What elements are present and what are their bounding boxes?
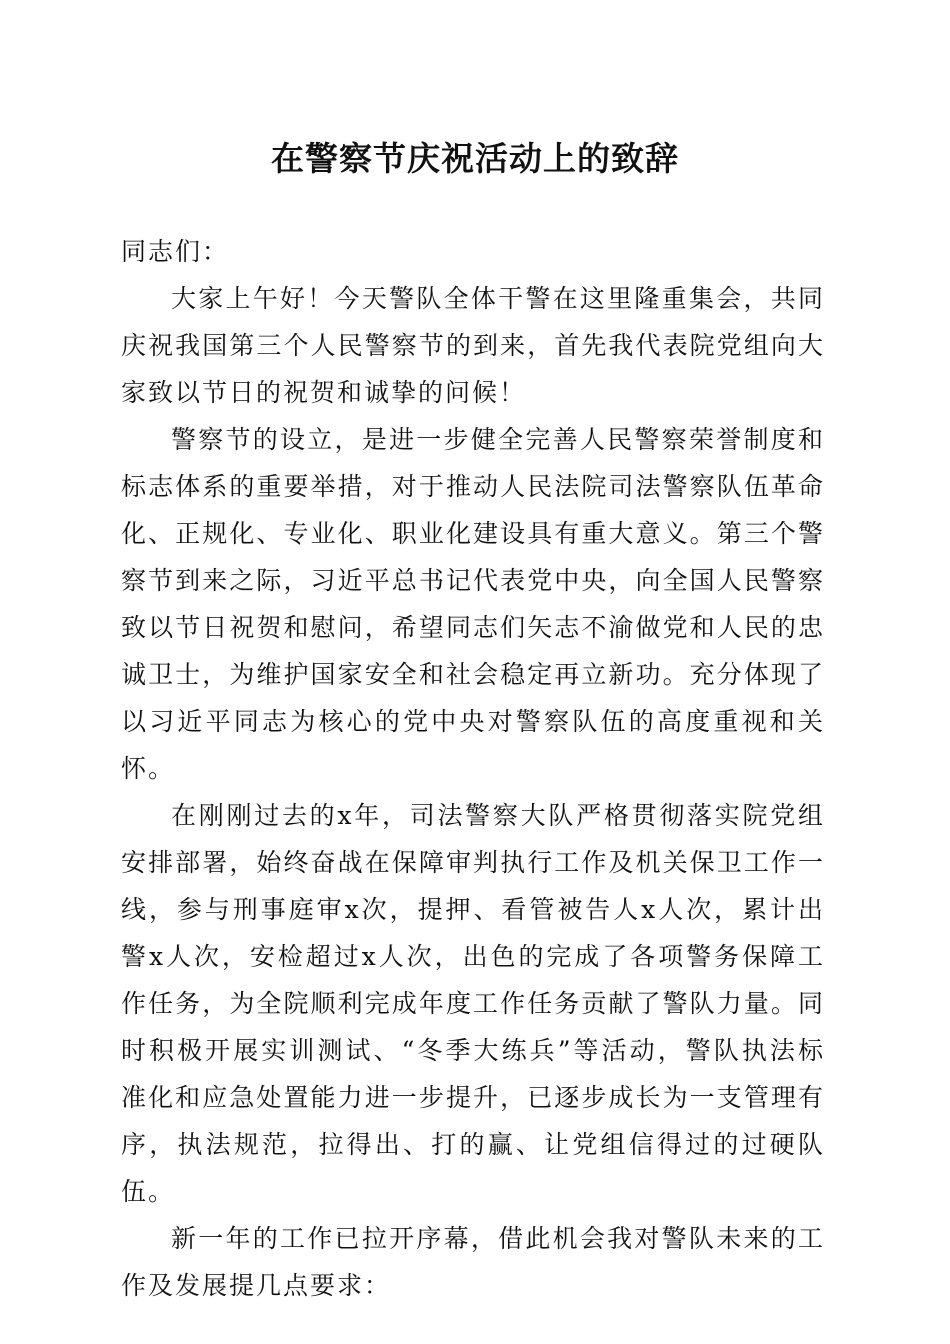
paragraph-requirements-intro: 新一年的工作已拉开序幕，借此机会我对警队未来的工作及发展提几点要求： [121,1224,825,1300]
paragraph-police-day-significance: 警察节的设立，是进一步健全完善人民警察荣誉制度和标志体系的重要举措，对于推动人民法院司法警察队伍革命化、正规化、专业化、职业化建设具有重大意义。第三个警察节到来之际，习近平总书记代表党中央，向全国人民警察致以节日祝贺和慰问，希望同志们矢志不渝做党和人民的忠诚卫士，为维护国家安全和社会稳定再立新功。充分体现了以习近平同志为核心的党中央对警察队伍的高度重视和关怀。 [121,425,825,783]
paragraph-past-year-work: 在刚刚过去的x年，司法警察大队严格贯彻落实院党组安排部署，始终奋战在保障审判执行工作及机关保卫工作一线，参与刑事庭审x次，提押、看管被告人x人次，累计出警x人次，安检超过x人次，出色的完成了各项警务保障工作任务，为全院顺利完成年度工作任务贡献了警队力量。同时积极开展实训测试、“冬季大练兵”等活动，警队执法标准化和应急处置能力进一步提升，已逐步成长为一支管理有序，执法规范，拉得出、打的赢、让党组信得过的过硬队伍。 [121,801,825,1206]
paragraph-greeting: 大家上午好！今天警队全体干警在这里隆重集会，共同庆祝我国第三个人民警察节的到来，首先我代表院党组向大家致以节日的祝贺和诚挚的问候！ [121,284,825,407]
document-body [121,228,825,1309]
salutation: 同志们： [121,237,230,266]
document-title: 在警察节庆祝活动上的致辞 [271,139,679,178]
